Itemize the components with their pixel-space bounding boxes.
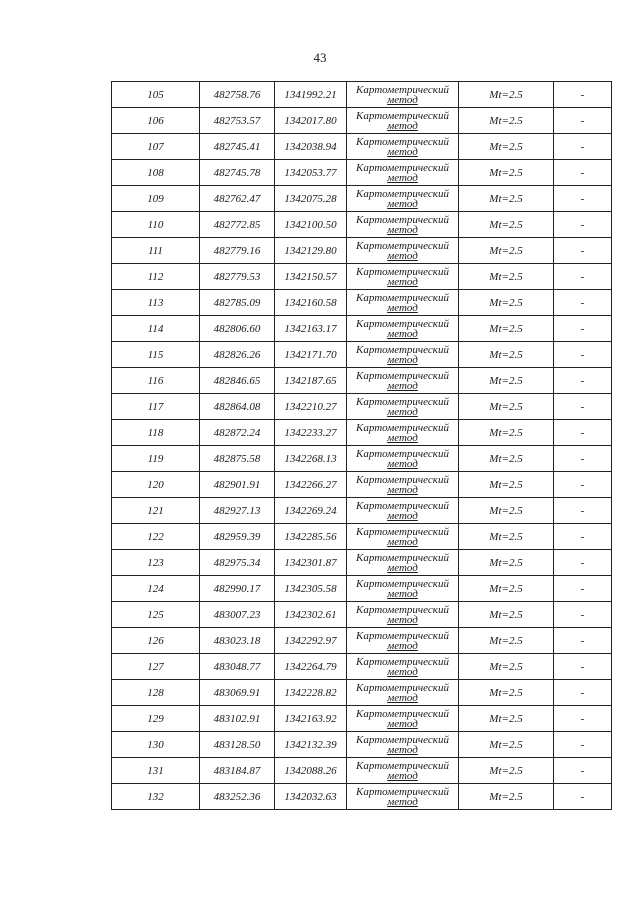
method-line-1: Картометрический — [356, 343, 449, 356]
x-coordinate-cell: 482875.58 — [200, 446, 275, 472]
method-line-1: Картометрический — [356, 187, 449, 200]
point-number-cell: 119 — [112, 446, 200, 472]
x-coordinate-cell: 482872.24 — [200, 420, 275, 446]
method-cell — [347, 706, 459, 732]
table-row — [112, 550, 612, 576]
note-cell: - — [554, 368, 612, 394]
method-line-2: метод — [387, 223, 418, 236]
note-cell: - — [554, 446, 612, 472]
table-row — [112, 602, 612, 628]
method-line-2: метод — [387, 613, 418, 626]
x-coordinate-cell: 483048.77 — [200, 654, 275, 680]
table-row — [112, 264, 612, 290]
x-coordinate-cell: 482901.91 — [200, 472, 275, 498]
table-row — [112, 160, 612, 186]
method-cell — [347, 602, 459, 628]
method-line-1: Картометрический — [356, 83, 449, 96]
point-number-cell: 107 — [112, 134, 200, 160]
point-number-cell: 132 — [112, 784, 200, 810]
y-coordinate-cell: 1342129.80 — [275, 238, 347, 264]
point-number-cell: 123 — [112, 550, 200, 576]
method-line-2: метод — [387, 119, 418, 132]
table-row — [112, 82, 612, 108]
method-line-2: метод — [387, 587, 418, 600]
x-coordinate-cell: 483128.50 — [200, 732, 275, 758]
point-number-cell: 129 — [112, 706, 200, 732]
y-coordinate-cell: 1342163.17 — [275, 316, 347, 342]
method-cell — [347, 82, 459, 108]
table-row — [112, 108, 612, 134]
table-row — [112, 706, 612, 732]
point-number-cell: 117 — [112, 394, 200, 420]
note-cell: - — [554, 264, 612, 290]
method-line-1: Картометрический — [356, 603, 449, 616]
accuracy-cell: Mt=2.5 — [459, 290, 554, 316]
table-row — [112, 576, 612, 602]
y-coordinate-cell: 1342171.70 — [275, 342, 347, 368]
point-number-cell: 109 — [112, 186, 200, 212]
y-coordinate-cell: 1342305.58 — [275, 576, 347, 602]
method-line-1: Картометрический — [356, 551, 449, 564]
note-cell: - — [554, 706, 612, 732]
accuracy-cell: Mt=2.5 — [459, 134, 554, 160]
method-cell — [347, 108, 459, 134]
table-row — [112, 186, 612, 212]
note-cell: - — [554, 108, 612, 134]
method-line-1: Картометрический — [356, 733, 449, 746]
point-number-cell: 105 — [112, 82, 200, 108]
accuracy-cell: Mt=2.5 — [459, 108, 554, 134]
table-row — [112, 316, 612, 342]
accuracy-cell: Mt=2.5 — [459, 342, 554, 368]
note-cell: - — [554, 602, 612, 628]
method-line-1: Картометрический — [356, 473, 449, 486]
method-cell — [347, 420, 459, 446]
method-cell — [347, 472, 459, 498]
y-coordinate-cell: 1342017.80 — [275, 108, 347, 134]
x-coordinate-cell: 482826.26 — [200, 342, 275, 368]
point-number-cell: 113 — [112, 290, 200, 316]
method-line-2: метод — [387, 743, 418, 756]
accuracy-cell: Mt=2.5 — [459, 472, 554, 498]
method-cell — [347, 264, 459, 290]
accuracy-cell: Mt=2.5 — [459, 82, 554, 108]
method-line-2: метод — [387, 535, 418, 548]
method-line-1: Картометрический — [356, 525, 449, 538]
x-coordinate-cell: 483252.36 — [200, 784, 275, 810]
table-body — [112, 82, 612, 810]
method-cell — [347, 680, 459, 706]
table-row — [112, 628, 612, 654]
accuracy-cell: Mt=2.5 — [459, 316, 554, 342]
x-coordinate-cell: 482806.60 — [200, 316, 275, 342]
accuracy-cell: Mt=2.5 — [459, 446, 554, 472]
accuracy-cell: Mt=2.5 — [459, 524, 554, 550]
table-row — [112, 290, 612, 316]
method-cell — [347, 550, 459, 576]
x-coordinate-cell: 482762.47 — [200, 186, 275, 212]
method-line-2: метод — [387, 561, 418, 574]
point-number-cell: 106 — [112, 108, 200, 134]
x-coordinate-cell: 482779.53 — [200, 264, 275, 290]
table-row — [112, 394, 612, 420]
x-coordinate-cell: 483007.23 — [200, 602, 275, 628]
method-cell — [347, 524, 459, 550]
method-line-2: метод — [387, 93, 418, 106]
table-row — [112, 498, 612, 524]
note-cell: - — [554, 732, 612, 758]
y-coordinate-cell: 1342150.57 — [275, 264, 347, 290]
method-line-2: метод — [387, 795, 418, 808]
method-line-1: Картометрический — [356, 395, 449, 408]
coordinates-table — [111, 81, 612, 810]
table-row — [112, 680, 612, 706]
method-cell — [347, 394, 459, 420]
y-coordinate-cell: 1342100.50 — [275, 212, 347, 238]
method-line-1: Картометрический — [356, 499, 449, 512]
x-coordinate-cell: 482927.13 — [200, 498, 275, 524]
note-cell: - — [554, 290, 612, 316]
table-row — [112, 420, 612, 446]
x-coordinate-cell: 483023.18 — [200, 628, 275, 654]
method-line-1: Картометрический — [356, 577, 449, 590]
accuracy-cell: Mt=2.5 — [459, 680, 554, 706]
x-coordinate-cell: 483184.87 — [200, 758, 275, 784]
method-line-1: Картометрический — [356, 707, 449, 720]
table-row — [112, 472, 612, 498]
point-number-cell: 127 — [112, 654, 200, 680]
method-cell — [347, 316, 459, 342]
y-coordinate-cell: 1342292.97 — [275, 628, 347, 654]
y-coordinate-cell: 1342163.92 — [275, 706, 347, 732]
x-coordinate-cell: 482758.76 — [200, 82, 275, 108]
method-line-2: метод — [387, 145, 418, 158]
method-cell — [347, 290, 459, 316]
note-cell: - — [554, 394, 612, 420]
table-row — [112, 654, 612, 680]
method-cell — [347, 784, 459, 810]
x-coordinate-cell: 482785.09 — [200, 290, 275, 316]
accuracy-cell: Mt=2.5 — [459, 212, 554, 238]
method-cell — [347, 368, 459, 394]
y-coordinate-cell: 1342266.27 — [275, 472, 347, 498]
note-cell: - — [554, 472, 612, 498]
method-line-1: Картометрический — [356, 681, 449, 694]
x-coordinate-cell: 482779.16 — [200, 238, 275, 264]
point-number-cell: 131 — [112, 758, 200, 784]
y-coordinate-cell: 1342269.24 — [275, 498, 347, 524]
method-cell — [347, 212, 459, 238]
method-line-1: Картометрический — [356, 291, 449, 304]
table-row — [112, 524, 612, 550]
y-coordinate-cell: 1342228.82 — [275, 680, 347, 706]
x-coordinate-cell: 482745.78 — [200, 160, 275, 186]
point-number-cell: 121 — [112, 498, 200, 524]
y-coordinate-cell: 1342187.65 — [275, 368, 347, 394]
y-coordinate-cell: 1342075.28 — [275, 186, 347, 212]
table-row — [112, 134, 612, 160]
method-cell — [347, 238, 459, 264]
page-number: 43 — [313, 50, 327, 65]
accuracy-cell: Mt=2.5 — [459, 498, 554, 524]
method-line-2: метод — [387, 457, 418, 470]
note-cell: - — [554, 238, 612, 264]
accuracy-cell: Mt=2.5 — [459, 160, 554, 186]
point-number-cell: 114 — [112, 316, 200, 342]
accuracy-cell: Mt=2.5 — [459, 550, 554, 576]
table-row — [112, 732, 612, 758]
method-line-2: метод — [387, 275, 418, 288]
accuracy-cell: Mt=2.5 — [459, 602, 554, 628]
point-number-cell: 115 — [112, 342, 200, 368]
y-coordinate-cell: 1342132.39 — [275, 732, 347, 758]
method-line-2: метод — [387, 379, 418, 392]
accuracy-cell: Mt=2.5 — [459, 576, 554, 602]
method-cell — [347, 576, 459, 602]
method-line-2: метод — [387, 431, 418, 444]
accuracy-cell: Mt=2.5 — [459, 264, 554, 290]
note-cell: - — [554, 784, 612, 810]
note-cell: - — [554, 82, 612, 108]
accuracy-cell: Mt=2.5 — [459, 758, 554, 784]
x-coordinate-cell: 482959.39 — [200, 524, 275, 550]
y-coordinate-cell: 1342210.27 — [275, 394, 347, 420]
method-cell — [347, 654, 459, 680]
table-row — [112, 758, 612, 784]
note-cell: - — [554, 758, 612, 784]
note-cell: - — [554, 550, 612, 576]
y-coordinate-cell: 1342302.61 — [275, 602, 347, 628]
x-coordinate-cell: 482745.41 — [200, 134, 275, 160]
x-coordinate-cell: 482864.08 — [200, 394, 275, 420]
method-line-1: Картометрический — [356, 369, 449, 382]
point-number-cell: 118 — [112, 420, 200, 446]
method-line-1: Картометрический — [356, 265, 449, 278]
method-cell — [347, 134, 459, 160]
method-line-1: Картометрический — [356, 655, 449, 668]
accuracy-cell: Mt=2.5 — [459, 186, 554, 212]
method-line-2: метод — [387, 717, 418, 730]
point-number-cell: 128 — [112, 680, 200, 706]
x-coordinate-cell: 483102.91 — [200, 706, 275, 732]
point-number-cell: 130 — [112, 732, 200, 758]
note-cell: - — [554, 498, 612, 524]
y-coordinate-cell: 1342233.27 — [275, 420, 347, 446]
method-line-2: метод — [387, 301, 418, 314]
x-coordinate-cell: 482772.85 — [200, 212, 275, 238]
point-number-cell: 125 — [112, 602, 200, 628]
method-line-2: метод — [387, 769, 418, 782]
y-coordinate-cell: 1342038.94 — [275, 134, 347, 160]
x-coordinate-cell: 482990.17 — [200, 576, 275, 602]
x-coordinate-cell: 483069.91 — [200, 680, 275, 706]
method-line-2: метод — [387, 639, 418, 652]
point-number-cell: 124 — [112, 576, 200, 602]
method-line-2: метод — [387, 327, 418, 340]
method-cell — [347, 446, 459, 472]
point-number-cell: 111 — [112, 238, 200, 264]
y-coordinate-cell: 1342285.56 — [275, 524, 347, 550]
method-line-1: Картометрический — [356, 785, 449, 798]
method-line-1: Картометрический — [356, 109, 449, 122]
point-number-cell: 110 — [112, 212, 200, 238]
method-cell — [347, 758, 459, 784]
x-coordinate-cell: 482846.65 — [200, 368, 275, 394]
y-coordinate-cell: 1342268.13 — [275, 446, 347, 472]
accuracy-cell: Mt=2.5 — [459, 732, 554, 758]
y-coordinate-cell: 1342301.87 — [275, 550, 347, 576]
method-cell — [347, 628, 459, 654]
method-line-1: Картометрический — [356, 213, 449, 226]
accuracy-cell: Mt=2.5 — [459, 238, 554, 264]
note-cell: - — [554, 342, 612, 368]
accuracy-cell: Mt=2.5 — [459, 368, 554, 394]
method-line-2: метод — [387, 405, 418, 418]
note-cell: - — [554, 186, 612, 212]
method-line-1: Картометрический — [356, 161, 449, 174]
note-cell: - — [554, 316, 612, 342]
y-coordinate-cell: 1342160.58 — [275, 290, 347, 316]
accuracy-cell: Mt=2.5 — [459, 784, 554, 810]
method-line-2: метод — [387, 483, 418, 496]
method-cell — [347, 342, 459, 368]
y-coordinate-cell: 1342053.77 — [275, 160, 347, 186]
method-line-1: Картометрический — [356, 759, 449, 772]
accuracy-cell: Mt=2.5 — [459, 394, 554, 420]
table-row — [112, 238, 612, 264]
method-line-2: метод — [387, 249, 418, 262]
method-cell — [347, 160, 459, 186]
table-row — [112, 368, 612, 394]
method-line-2: метод — [387, 171, 418, 184]
method-line-1: Картометрический — [356, 629, 449, 642]
y-coordinate-cell: 1341992.21 — [275, 82, 347, 108]
accuracy-cell: Mt=2.5 — [459, 706, 554, 732]
method-line-1: Картометрический — [356, 421, 449, 434]
method-line-1: Картометрический — [356, 239, 449, 252]
note-cell: - — [554, 680, 612, 706]
note-cell: - — [554, 134, 612, 160]
table-row — [112, 342, 612, 368]
method-line-2: метод — [387, 353, 418, 366]
note-cell: - — [554, 654, 612, 680]
method-cell — [347, 732, 459, 758]
point-number-cell: 126 — [112, 628, 200, 654]
note-cell: - — [554, 420, 612, 446]
point-number-cell: 120 — [112, 472, 200, 498]
note-cell: - — [554, 628, 612, 654]
method-line-1: Картометрический — [356, 317, 449, 330]
x-coordinate-cell: 482753.57 — [200, 108, 275, 134]
table-row — [112, 212, 612, 238]
accuracy-cell: Mt=2.5 — [459, 420, 554, 446]
method-line-1: Картометрический — [356, 447, 449, 460]
y-coordinate-cell: 1342032.63 — [275, 784, 347, 810]
table-row — [112, 446, 612, 472]
point-number-cell: 112 — [112, 264, 200, 290]
x-coordinate-cell: 482975.34 — [200, 550, 275, 576]
accuracy-cell: Mt=2.5 — [459, 628, 554, 654]
y-coordinate-cell: 1342088.26 — [275, 758, 347, 784]
method-line-2: метод — [387, 197, 418, 210]
y-coordinate-cell: 1342264.79 — [275, 654, 347, 680]
method-line-2: метод — [387, 665, 418, 678]
note-cell: - — [554, 524, 612, 550]
note-cell: - — [554, 160, 612, 186]
method-line-2: метод — [387, 691, 418, 704]
note-cell: - — [554, 212, 612, 238]
method-line-2: метод — [387, 509, 418, 522]
point-number-cell: 108 — [112, 160, 200, 186]
point-number-cell: 122 — [112, 524, 200, 550]
table-row — [112, 784, 612, 810]
method-cell — [347, 498, 459, 524]
accuracy-cell: Mt=2.5 — [459, 654, 554, 680]
method-line-1: Картометрический — [356, 135, 449, 148]
method-cell — [347, 186, 459, 212]
point-number-cell: 116 — [112, 368, 200, 394]
note-cell: - — [554, 576, 612, 602]
